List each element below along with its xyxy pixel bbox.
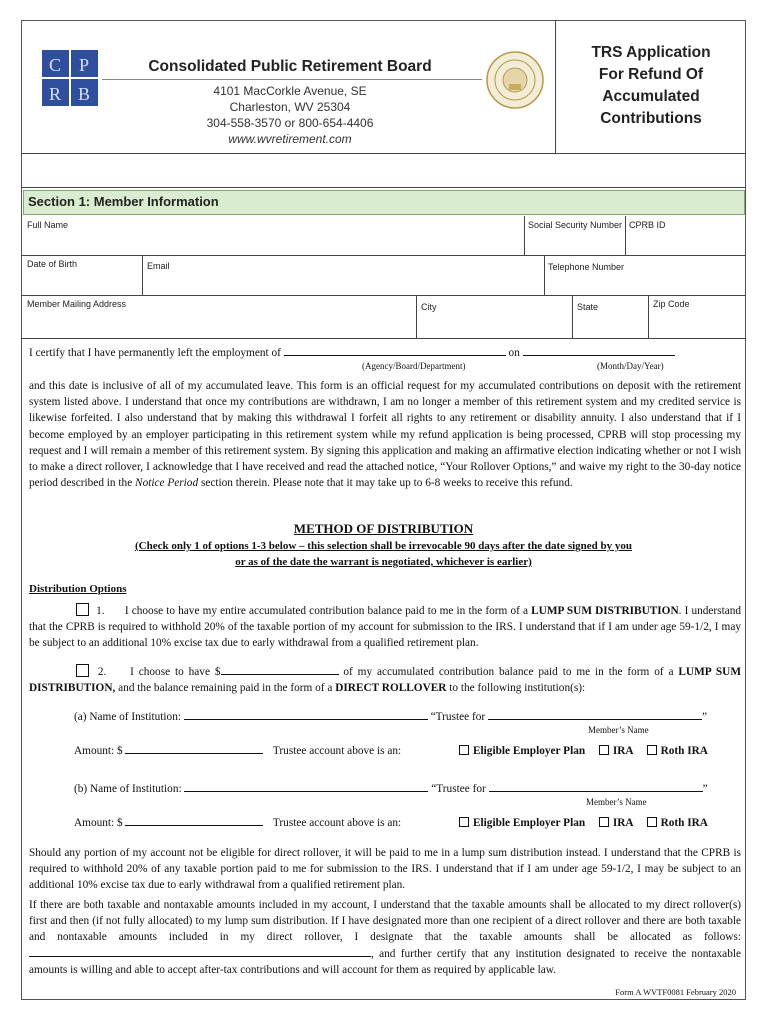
eligible-plan-a-label: Eligible Employer Plan [473, 745, 586, 757]
telephone-field[interactable] [546, 274, 744, 294]
mailing-address-field[interactable] [22, 311, 414, 336]
col-rule [524, 216, 525, 255]
ira-a-label: IRA [612, 745, 633, 757]
option2-bold1: LUMP SUM DISTRIBUTION, [29, 666, 741, 695]
full-name-label: Full Name [27, 220, 69, 230]
email-field[interactable] [144, 273, 542, 293]
ira-b-checkbox[interactable] [599, 817, 609, 827]
telephone-label: Telephone Number [548, 262, 625, 272]
amount-a-row [74, 743, 401, 759]
row-rule [21, 338, 746, 339]
amount-a-label: Amount: $ [74, 745, 123, 757]
option2-number: 2. [97, 666, 107, 678]
header-bottom-rule [21, 153, 746, 154]
agency-caption: (Agency/Board/Department) [362, 361, 466, 371]
state-field[interactable] [574, 314, 646, 336]
eligible-plan-b-label: Eligible Employer Plan [473, 817, 586, 829]
trustee-account-b: Trustee account above is an: [272, 817, 402, 829]
cprb-id-label: CPRB ID [629, 220, 666, 230]
website: www.wvretirement.com [228, 132, 352, 146]
city-field[interactable] [418, 314, 570, 336]
form-id: Form A WVTF0081 February 2020 [615, 987, 736, 997]
institution-b-label: (b) Name of Institution: [74, 783, 182, 795]
distribution-subheading-2: or as of the date the warrant is negotiated, whichever is earlier) [235, 556, 532, 568]
form-title-line3: Accumulated [602, 88, 700, 105]
option1-text-b: I understand that the CPRB is required to withhold 20% of the taxable portion of my account for submission to the IRS. I understand that if I am under age 59-1/2, I may be subject to an additional 10% excise tax due to early withdrawal from a qualified retirement plan. [29, 605, 742, 650]
taxable-text: If there are both taxable and nontaxable amounts included in my account, I understand that the taxable amounts shall be allocated to my direct rollover(s) first and then (if not fully allocated) to my lump sum distribution. If I have designated more than one recipient of a direct rollover and there are both taxable and nontaxable amounts included in my direct rollover, I designate that the taxable amounts shall be allocated as follows: [29, 899, 741, 944]
blank-row-rule [21, 187, 746, 188]
address-line1: 4101 MacCorkle Avenue, SE [213, 84, 367, 98]
state-label: State [577, 302, 599, 312]
notice-period: Notice Period [135, 477, 199, 490]
trustee-for-a: “Trustee for [430, 711, 486, 723]
trustee-account-a: Trustee account above is an: [272, 745, 402, 757]
email-label: Email [147, 261, 170, 271]
close-quote-a: ” [701, 711, 707, 723]
col-rule [572, 295, 573, 338]
state-seal [485, 50, 545, 110]
cprb-logo [42, 50, 98, 106]
ira-a-checkbox[interactable] [599, 745, 609, 755]
city-label: City [421, 302, 437, 312]
allocation-input[interactable] [29, 946, 371, 957]
col-rule [416, 295, 417, 338]
ssn-label: Social Security Number [528, 220, 623, 230]
col-rule [648, 295, 649, 338]
certify-tail: section therein. Please note that it may take up to 6-8 weeks to receive this refund. [200, 477, 573, 490]
institution-a-row [74, 709, 707, 725]
ssn-field[interactable] [526, 231, 624, 254]
eligible-plan-b-checkbox[interactable] [459, 817, 469, 827]
zip-field[interactable] [650, 311, 744, 336]
option1-bold: LUMP SUM DISTRIBUTION [531, 605, 679, 617]
col-rule [544, 255, 545, 295]
certify-body-text: and this date is inclusive of all of my accumulated leave. This form is an official request for my accumulated contributions on deposit with the retirement system listed above. I understand that once my contributions are withdrawn, I am no longer a member of this retirement system and my credited service is likewise forfeited. I also understand that by making this withdrawal I forfeit all rights to any retirement or disability annuity. I also understand that if I become employed by an employer participating in this retirement system while my refund application is being processed, CPRB will stop processing my request and I will remain a member of this retirement system. By signing this application and making an affirmative election indicating whether or not I wish to make a direct rollover, I acknowledge that I have received and read the attached notice, “Your Rollover Options,” and waive my right to the 30-day notice period described in the [29, 380, 741, 490]
zip-label: Zip Code [653, 299, 690, 309]
option2-text-c: and the balance remaining paid in the form of a [118, 682, 333, 695]
row-rule [21, 255, 746, 256]
option2-checkbox[interactable] [76, 664, 89, 677]
option2-text-d: to the following institution(s): [449, 682, 586, 695]
svg-text:R: R [48, 84, 62, 104]
date-caption: (Month/Day/Year) [597, 361, 664, 371]
option2-bold2: DIRECT ROLLOVER [335, 682, 447, 695]
distribution-options-label: Distribution Options [29, 583, 127, 595]
not-eligible-paragraph: Should any portion of my account not be eligible for direct rollover, it will be paid to me in a lump sum distribution instead. I understand that the CPRB is required to withhold 20% of any taxable portion paid to me for submission to the IRS. I understand that if I am under age 59-1/2, I may be subject to an additional 10% excise tax due to early withdrawal from a qualified retirement plan. [29, 847, 741, 892]
header-rule [102, 79, 482, 80]
svg-text:C: C [48, 55, 62, 75]
lump-sum-amount-input[interactable] [221, 664, 339, 675]
roth-ira-b-label: Roth IRA [660, 817, 708, 829]
mailing-address-label: Member Mailing Address [27, 299, 127, 309]
section1-header: Section 1: Member Information [23, 190, 745, 215]
cprb-id-field[interactable] [627, 231, 744, 254]
option2 [29, 664, 741, 696]
member-name-a-input[interactable] [488, 709, 702, 720]
dob-field[interactable] [22, 271, 140, 293]
title-divider [555, 20, 556, 153]
eligible-plan-a-checkbox[interactable] [459, 745, 469, 755]
phone-numbers: 304-558-3570 or 800-654-4406 [206, 116, 374, 130]
roth-ira-b-checkbox[interactable] [647, 817, 657, 827]
amount-b-input[interactable] [125, 815, 263, 826]
institution-b-input[interactable] [184, 781, 428, 792]
certify-line [29, 345, 744, 361]
members-name-caption-b: Member’s Name [586, 797, 647, 807]
full-name-field[interactable] [22, 231, 522, 254]
close-quote-b: ” [702, 783, 708, 795]
option1-text: I choose to have my entire accumulated contribution balance paid to me in the form of a [124, 605, 528, 617]
ira-b-label: IRA [612, 817, 633, 829]
trustee-for-b: “Trustee for [431, 783, 486, 795]
member-name-b-input[interactable] [489, 781, 703, 792]
amount-a-input[interactable] [125, 743, 263, 754]
row-rule [21, 295, 746, 296]
svg-text:P: P [78, 55, 90, 75]
amount-b-label: Amount: $ [74, 817, 123, 829]
separation-date-input[interactable] [523, 345, 675, 356]
institution-a-label: (a) Name of Institution: [74, 711, 181, 723]
form-title-line4: Contributions [600, 110, 702, 127]
amount-b-row [74, 815, 401, 831]
account-type-a [459, 743, 708, 759]
address-line2: Charleston, WV 25304 [229, 100, 351, 114]
certify-prefix: I certify that I have permanently left the employment of [29, 347, 281, 359]
option1-checkbox[interactable] [76, 603, 89, 616]
roth-ira-a-checkbox[interactable] [647, 745, 657, 755]
svg-text:B: B [77, 84, 91, 104]
form-title-line1: TRS Application [591, 44, 711, 61]
roth-ira-a-label: Roth IRA [660, 745, 708, 757]
institution-b-row [74, 781, 708, 797]
board-name: Consolidated Public Retirement Board [148, 58, 432, 75]
institution-a-input[interactable] [184, 709, 428, 720]
option1-number: 1. [96, 605, 105, 617]
members-name-caption-a: Member’s Name [588, 725, 649, 735]
dob-label: Date of Birth [27, 259, 78, 269]
col-rule [142, 255, 143, 295]
distribution-subheading-1: (Check only 1 of options 1-3 below – this selection shall be irrevocable 90 days after the date signed by you [134, 540, 633, 552]
taxable-tail: , and further certify that any institution designated to receive the nontaxable amounts is willing and able to accept after-tax contributions and will account for them as required by applicable law. [29, 947, 741, 976]
form-title-line2: For Refund Of [598, 66, 704, 83]
agency-input[interactable] [284, 345, 506, 356]
account-type-b [459, 815, 708, 831]
option1: 1. I choose to have my entire accumulated contribution balance paid to me in the form of a LUMP SUM DISTRIBUTION. I understand that the CPRB is required to withhold 20% of the taxable portion of my account for submission to the IRS. I understand that if I am under age 59-1/2, I may be subject to an additional 10% excise tax due to early withdrawal from a qualified retirement plan. [29, 605, 742, 650]
option2-text-b: of my accumulated contribution balance paid to me in the form of a [343, 666, 674, 678]
option2-text-a: I choose to have $ [130, 666, 221, 678]
wv-seal-icon [485, 50, 545, 110]
cprb-logo-icon [42, 50, 98, 106]
taxable-paragraph [29, 897, 741, 978]
distribution-heading: METHOD OF DISTRIBUTION [293, 521, 474, 536]
certify-on: on [508, 347, 520, 359]
col-rule [625, 216, 626, 255]
certify-body [29, 378, 741, 491]
